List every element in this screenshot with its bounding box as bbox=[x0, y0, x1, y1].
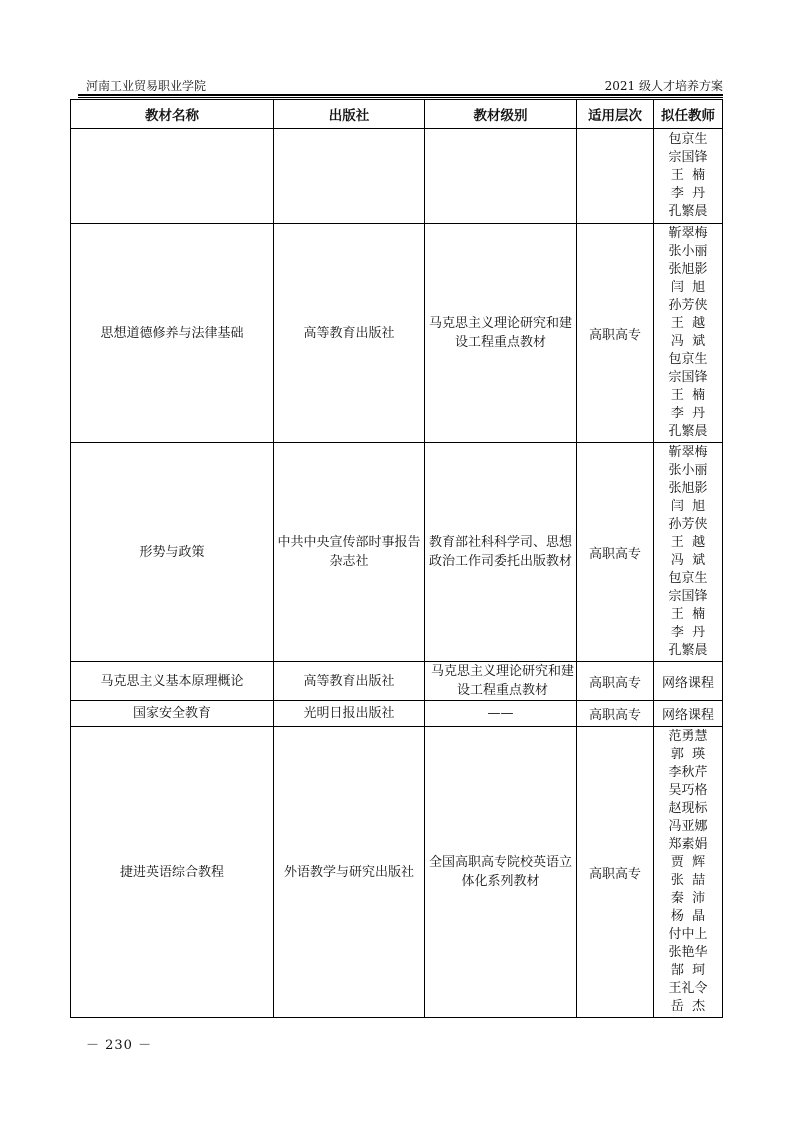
teacher-name: 冯 斌 bbox=[670, 553, 706, 568]
table-row bbox=[71, 701, 723, 727]
cell-teachers: 网络课程 bbox=[654, 662, 723, 701]
teacher-list bbox=[654, 224, 722, 442]
cell-teachers bbox=[654, 224, 723, 443]
teacher-name: 杨 晶 bbox=[670, 909, 706, 924]
cell-level: —— bbox=[425, 701, 577, 727]
teacher-name: 郑素娟 bbox=[668, 837, 708, 852]
teacher-name: 孔繁晨 bbox=[668, 424, 708, 439]
teacher-name: 范勇慧 bbox=[668, 729, 708, 744]
header-rule-thin bbox=[78, 97, 723, 98]
cell-scope: 高职高专 bbox=[577, 443, 654, 662]
teacher-name: 包京生 bbox=[668, 352, 708, 367]
cell-scope: 高职高专 bbox=[577, 727, 654, 1018]
table-header-row bbox=[71, 100, 723, 129]
col-header-level: 教材级别 bbox=[425, 100, 577, 129]
teacher-list bbox=[654, 443, 722, 661]
cell-publisher: 中共中央宣传部时事报告杂志社 bbox=[274, 443, 425, 662]
col-header-publisher: 出版社 bbox=[274, 100, 425, 129]
teacher-name: 包京生 bbox=[668, 571, 708, 586]
document-title: 2021 级人才培养方案 bbox=[604, 79, 723, 93]
cell-name: 马克思主义基本原理概论 bbox=[71, 662, 274, 701]
teacher-name: 冯 斌 bbox=[670, 334, 706, 349]
col-header-name: 教材名称 bbox=[71, 100, 274, 129]
table-row bbox=[71, 662, 723, 701]
teacher-name: 岳 杰 bbox=[670, 999, 706, 1014]
teacher-name: 孙芳侠 bbox=[668, 517, 708, 532]
teacher-name: 孔繁晨 bbox=[668, 204, 708, 219]
cell-level: 马克思主义理论研究和建设工程重点教材 bbox=[425, 662, 577, 701]
cell-publisher: 光明日报出版社 bbox=[274, 701, 425, 727]
teacher-list bbox=[654, 727, 722, 1017]
teacher-name: 孔繁晨 bbox=[668, 643, 708, 658]
cell-name: 思想道德修养与法律基础 bbox=[71, 224, 274, 443]
teacher-name: 李 丹 bbox=[670, 406, 706, 421]
cell-level: 全国高职高专院校英语立体化系列教材 bbox=[425, 727, 577, 1018]
teacher-name: 宗国锋 bbox=[668, 370, 708, 385]
cell-publisher: 高等教育出版社 bbox=[274, 224, 425, 443]
teacher-name: 贾 辉 bbox=[670, 855, 706, 870]
teacher-name: 郭 瑛 bbox=[670, 747, 706, 762]
teacher-name: 闫 旭 bbox=[670, 499, 706, 514]
teacher-name: 王 越 bbox=[670, 316, 706, 331]
header-rule bbox=[78, 94, 723, 96]
page-number: － 230 － bbox=[86, 1038, 153, 1053]
teacher-name: 宗国锋 bbox=[668, 150, 708, 165]
teacher-name: 李 丹 bbox=[670, 186, 706, 201]
teacher-name: 王 越 bbox=[670, 535, 706, 550]
teacher-name: 王礼令 bbox=[668, 981, 708, 996]
teacher-name: 宗国锋 bbox=[668, 589, 708, 604]
cell-teachers: 网络课程 bbox=[654, 701, 723, 727]
cell-scope: 高职高专 bbox=[577, 224, 654, 443]
col-header-teachers: 拟任教师 bbox=[654, 100, 723, 129]
teacher-name: 冯亚娜 bbox=[668, 819, 708, 834]
teacher-name: 秦 沛 bbox=[670, 891, 706, 906]
table-row bbox=[71, 224, 723, 443]
table-row bbox=[71, 727, 723, 1018]
teacher-name: 李 丹 bbox=[670, 625, 706, 640]
teacher-name: 靳翠梅 bbox=[668, 445, 708, 460]
teacher-name: 吴巧格 bbox=[668, 783, 708, 798]
cell-publisher: 高等教育出版社 bbox=[274, 662, 425, 701]
cell-name bbox=[71, 129, 274, 224]
cell-scope: 高职高专 bbox=[577, 701, 654, 727]
teacher-name: 郜 珂 bbox=[670, 963, 706, 978]
teacher-name: 靳翠梅 bbox=[668, 226, 708, 241]
page-header bbox=[78, 79, 723, 93]
table-row bbox=[71, 129, 723, 224]
teacher-name: 张小丽 bbox=[668, 244, 708, 259]
teacher-name: 张旭影 bbox=[668, 481, 708, 496]
cell-level bbox=[425, 129, 577, 224]
teacher-name: 孙芳侠 bbox=[668, 298, 708, 313]
cell-name: 捷进英语综合教程 bbox=[71, 727, 274, 1018]
school-name: 河南工业贸易职业学院 bbox=[86, 79, 207, 93]
cell-name: 形势与政策 bbox=[71, 443, 274, 662]
cell-teachers bbox=[654, 129, 723, 224]
teacher-name: 张 喆 bbox=[670, 873, 706, 888]
teacher-name: 张小丽 bbox=[668, 463, 708, 478]
cell-level: 教育部社科科学司、思想政治工作司委托出版教材 bbox=[425, 443, 577, 662]
cell-publisher: 外语教学与研究出版社 bbox=[274, 727, 425, 1018]
cell-scope: 高职高专 bbox=[577, 662, 654, 701]
teacher-name: 王 楠 bbox=[670, 168, 706, 183]
teacher-name: 张旭影 bbox=[668, 262, 708, 277]
table-row bbox=[71, 443, 723, 662]
teacher-name: 张艳华 bbox=[668, 945, 708, 960]
teacher-name: 闫 旭 bbox=[670, 280, 706, 295]
teacher-name: 包京生 bbox=[668, 132, 708, 147]
cell-name: 国家安全教育 bbox=[71, 701, 274, 727]
cell-scope bbox=[577, 129, 654, 224]
teacher-name: 赵现标 bbox=[668, 801, 708, 816]
teacher-name: 李秋芹 bbox=[668, 765, 708, 780]
teacher-list bbox=[654, 130, 722, 222]
teacher-name: 王 楠 bbox=[670, 388, 706, 403]
teacher-name: 王 楠 bbox=[670, 607, 706, 622]
col-header-scope: 适用层次 bbox=[577, 100, 654, 129]
cell-publisher bbox=[274, 129, 425, 224]
cell-teachers bbox=[654, 727, 723, 1018]
cell-level: 马克思主义理论研究和建设工程重点教材 bbox=[425, 224, 577, 443]
teacher-name: 付中上 bbox=[668, 927, 708, 942]
cell-teachers bbox=[654, 443, 723, 662]
textbook-table bbox=[70, 99, 723, 1018]
